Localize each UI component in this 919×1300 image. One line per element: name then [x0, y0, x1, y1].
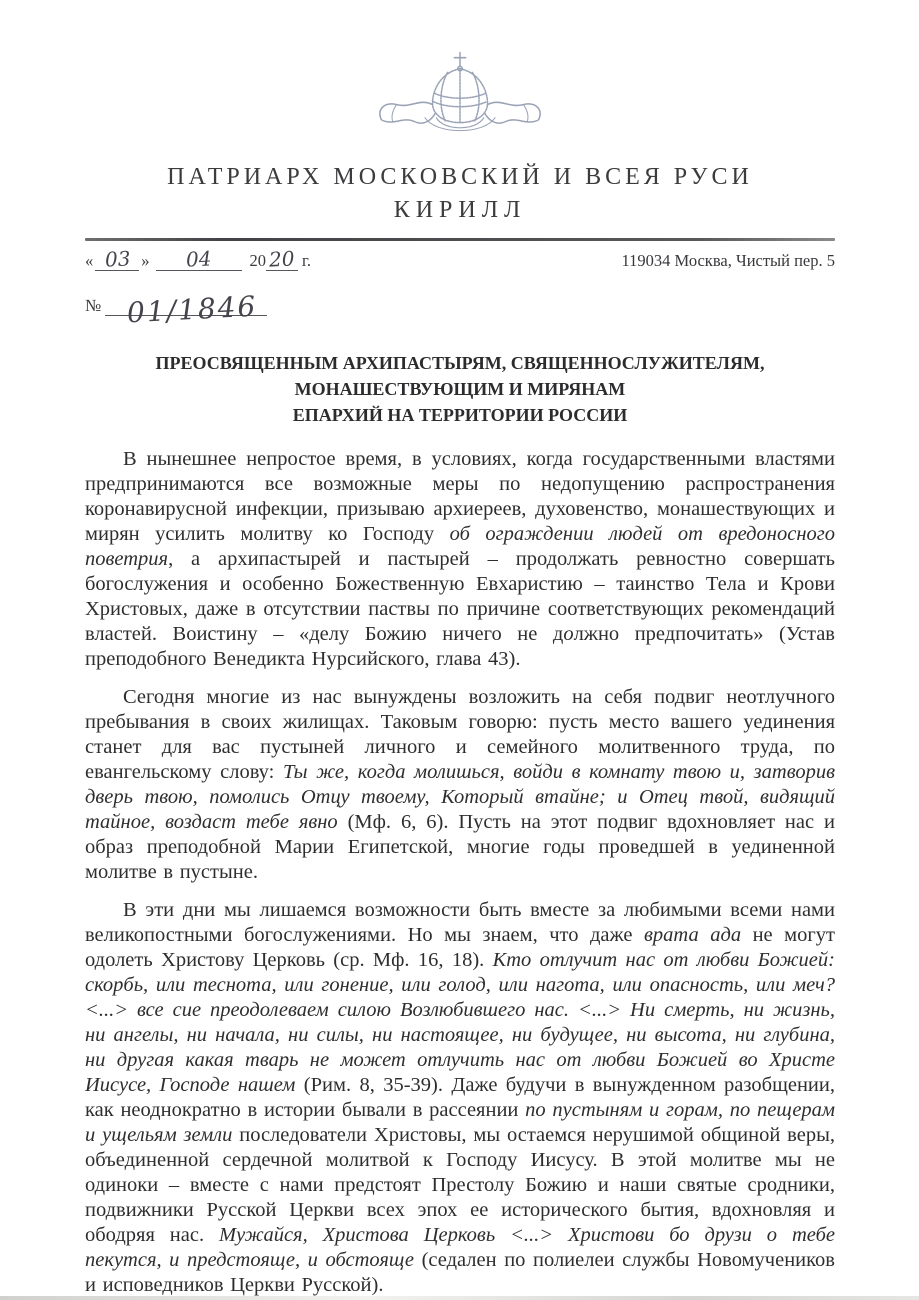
date-year-suffix: г.: [302, 251, 312, 270]
date-close-quote: »: [141, 251, 150, 270]
date-month-handwritten: 04: [185, 246, 212, 272]
date-day-blank: [95, 246, 139, 272]
letterhead-title: [85, 161, 835, 227]
body-paragraph: [85, 898, 835, 1298]
body-paragraph: [85, 447, 835, 672]
italic-quote-run: по пустыням и горам, по пещерам и ущельям земли: [85, 1099, 835, 1146]
addressee-line: МОНАШЕСТВУЮЩИМ И МИРЯНАМ: [294, 379, 626, 399]
meta-row: [85, 246, 835, 272]
text-run: (седален по полиелеи службы Новомучеников и исповедников Церкви Русской).: [85, 1249, 835, 1296]
text-run: Сегодня многие из нас вынуждены возложить на себя подвиг неотлучного пребывания в своих жилищах. Таковым говорю: пусть место вашего уединения станет для вас пустыней личного и семейного молитвенного труда, по евангельскому слову:: [85, 686, 835, 783]
number-handwritten: 01/1846: [126, 289, 259, 330]
italic-quote-run: о: [563, 623, 574, 645]
body-paragraph: [85, 685, 835, 885]
text-run: лжно предпочитать» (Устав преподобного Венедикта Нурсийского, глава 43).: [85, 623, 835, 670]
date-field: [85, 246, 312, 272]
document-number-field: [85, 287, 835, 330]
date-year-prefix: 20: [249, 251, 266, 270]
number-blank: [105, 287, 267, 330]
date-year-handwritten: 20: [268, 246, 296, 272]
text-run: В нынешнее непростое время, в условиях, когда государственными властями предпринимаются все возможные меры по недопущению распространения коронавирусной инфекции, призываю архиереев, духовенство, монашествующих и мирян усилить молитву ко Господу: [85, 448, 835, 545]
letter-body: [85, 447, 835, 1298]
letterhead-title-line2: КИРИЛЛ: [393, 197, 527, 223]
italic-quote-run: Кто отлучит нас от любви Божией: скорбь, или теснота, или гонение, или голод, или нагота, или опасность, или меч? <...> все сие преодолеваем силою Возлюбившего нас. <...> Ни смерть, ни жизнь, ни ангелы, ни начала, ни силы, ни настоящее, ни будущее, ни высота, ни глубина, ни другая какая тварь не может отлучить нас от любви Божией во Христе Иисусе, Господе нашем: [85, 949, 835, 1096]
addressee-heading: [85, 350, 835, 428]
text-run: последователи Христовы, мы остаемся нерушимой общиной веры, объединенной сердечной молитвой к Господу Иисусу. В этой молитве мы не одиноки – вместе с нами предстоят Престолу Божию и наши святые сродники, подвижники Русской Церкви всех эпох ее исторического бытия, вдохновляя и ободряя нас.: [85, 1124, 835, 1246]
addressee-line: ПРЕОСВЯЩЕННЫМ АРХИПАСТЫРЯМ, СВЯЩЕННОСЛУЖИТЕЛЯМ,: [155, 353, 765, 373]
number-label: №: [85, 296, 102, 315]
text-run: , а архипастырей и пастырей – продолжать ревностно совершать богослужения и особенно Божественную Евхаристию – таинство Тела и Крови Христовых, даже в отсутствии паствы по причине соответствующих рекомендаций властей. Воистину – «делу Божию ничего не д: [85, 548, 835, 645]
letterhead-emblem: [85, 0, 835, 151]
letterhead-title-line1: ПАТРИАРХ МОСКОВСКИЙ И ВСЕЯ РУСИ: [167, 164, 753, 190]
date-open-quote: «: [85, 251, 94, 270]
italic-quote-run: Мужайся, Христова Церковь <...> Христови бо друзи о тебе пекутся, и предстояще, и обстояще: [85, 1224, 836, 1271]
addressee-line: ЕПАРХИЙ НА ТЕРРИТОРИИ РОССИИ: [292, 405, 628, 425]
italic-quote-run: об ограждении людей от вредоносного поветрия: [85, 523, 835, 570]
text-run: В эти дни мы лишаемся возможности быть вместе за любимыми всеми нами великопостными богослужениями. Но мы знаем, что даже: [85, 899, 835, 946]
italic-quote-run: Ты же, когда молишься, войди в комнату твою и, затворив дверь твою, помолись Отцу твоему, Который втайне; и Отец твой, видящий тайное, воздаст тебе явно: [85, 761, 835, 833]
date-day-handwritten: 03: [103, 246, 131, 272]
text-run: (Мф. 6, 6). Пусть на этот подвиг вдохновляет нас и образ преподобной Марии Египетской, многие годы проведшей в уединенной молитве в пустыне.: [85, 811, 835, 883]
italic-quote-run: врата ада: [644, 924, 742, 946]
patriarchal-mitre-icon: [370, 48, 550, 146]
letterhead-rule: [85, 238, 835, 241]
text-run: (Рим. 8, 35-39). Даже будучи в вынужденном разобщении, как неоднократно в истории бывали в рассеянии: [85, 1074, 835, 1121]
date-year-blank: [266, 246, 298, 272]
text-run: не могут одолеть Христову Церковь (ср. Мф. 16, 18).: [85, 924, 835, 971]
scan-edge-artifact: [0, 1296, 919, 1300]
sender-address: 119034 Москва, Чистый пер. 5: [621, 251, 835, 270]
date-month-blank: [156, 246, 242, 272]
